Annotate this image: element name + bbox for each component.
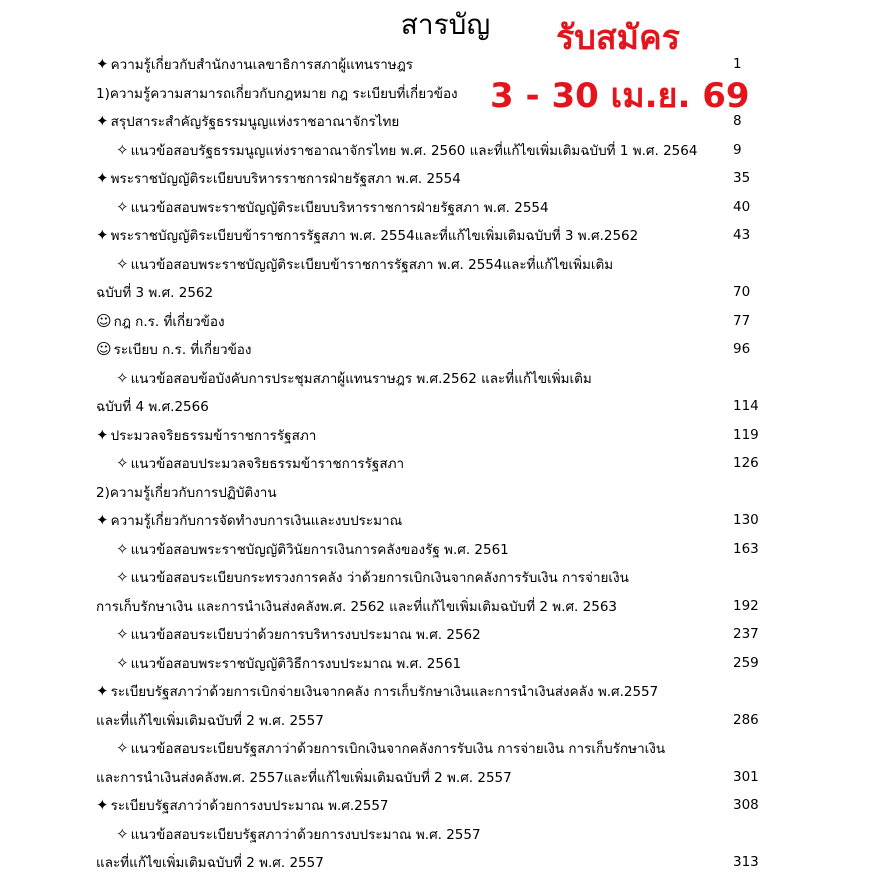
toc-entry-text [96,110,399,132]
toc-entry [0,763,891,792]
toc-entry-label: ความรู้เกี่ยวกับสำนักงานเลขาธิการสภาผู้แทนราษฎร [110,57,414,74]
toc-page-number: 1 [733,56,742,73]
toc-entry-text [96,395,209,417]
filled-four-point-star-icon: ✦ [96,226,109,245]
toc-entry-label: กฎ ก.ร. ที่เกี่ยวข้อง [113,313,225,330]
toc-entry [0,649,891,678]
toc-entry-label: และที่แก้ไขเพิ่มเติมฉบับที่ 2 พ.ศ. 2557 [96,855,324,872]
filled-four-point-star-icon: ✦ [96,425,109,444]
toc-entry-label: ประมวลจริยธรรมข้าราชการรัฐสภา [110,427,317,444]
toc-entry-text [116,196,549,218]
filled-four-point-star-icon: ✦ [96,112,109,131]
toc-entry [0,193,891,222]
toc-entry-text [96,595,617,617]
outline-four-point-star-icon: ✧ [116,739,129,758]
toc-entry [0,250,891,279]
outline-four-point-star-icon: ✧ [116,368,129,387]
toc-entry-label: แนวข้อสอบพระราชบัญญัติระเบียบบริหารราชการฝ่ายรัฐสภา พ.ศ. 2554 [130,199,549,216]
toc-entry-text [116,566,629,588]
toc-page-number: 126 [733,455,759,472]
filled-four-point-star-icon: ✦ [96,55,109,74]
toc-entry-label: แนวข้อสอบพระราชบัญญัติวิธีการงบประมาณ พ.ศ. 2561 [130,655,462,672]
toc-entry-text [96,424,316,446]
toc-entry [0,506,891,535]
toc-page-number: 237 [733,626,759,643]
toc-entry-label: และการนำเงินส่งคลังพ.ศ. 2557และที่แก้ไขเพิ่มเติมฉบับที่ 2 พ.ศ. 2557 [96,769,512,786]
toc-entry-text [116,623,481,645]
toc-entry-text [96,53,413,75]
toc-entry [0,107,891,136]
toc-entry [0,449,891,478]
toc-entry-label: สรุปสาระสำคัญรัฐธรรมนูญแห่งราชอาณาจักรไทย [110,114,400,131]
filled-four-point-star-icon: ✦ [96,682,109,701]
smiley-face-icon: ☺ [96,311,112,330]
outline-four-point-star-icon: ✧ [116,568,129,587]
toc-entry-label: 2)ความรู้เกี่ยวกับการปฏิบัติงาน [96,484,277,501]
toc-entry [0,392,891,421]
toc-entry [0,848,891,877]
toc-entry [0,50,891,79]
filled-four-point-star-icon: ✦ [96,511,109,530]
toc-entry-text [116,367,592,389]
smiley-face-icon: ☺ [96,340,112,359]
toc-entry-label: การเก็บรักษาเงิน และการนำเงินส่งคลังพ.ศ. 2562 และที่แก้ไขเพิ่มเติมฉบับที่ 2 พ.ศ. 2563 [96,598,617,615]
toc-page-number: 130 [733,512,759,529]
toc-entry-label: 1)ความรู้ความสามารถเกี่ยวกับกฎหมาย กฎ ระเบียบที่เกี่ยวข้อง [96,85,458,102]
toc-entry-label: แนวข้อสอบระเบียบว่าด้วยการบริหารงบประมาณ พ.ศ. 2562 [130,627,481,644]
toc-entry [0,478,891,507]
toc-entry-text [96,709,324,731]
outline-four-point-star-icon: ✧ [116,454,129,473]
toc-entry-label: แนวข้อสอบระเบียบรัฐสภาว่าด้วยการงบประมาณ พ.ศ. 2557 [130,826,481,843]
toc-entry-label: แนวข้อสอบพระราชบัญญัติวินัยการเงินการคลังของรัฐ พ.ศ. 2561 [130,541,509,558]
promo-banner-line-2: 3 - 30 เม.ย. 69 [490,76,750,116]
toc-page-number: 308 [733,797,759,814]
filled-four-point-star-icon: ✦ [96,169,109,188]
outline-four-point-star-icon: ✧ [116,197,129,216]
toc-entry [0,820,891,849]
toc-entry-text [116,737,665,759]
toc-page-number: 9 [733,141,742,158]
toc-entry-label: แนวข้อสอบระเบียบรัฐสภาว่าด้วยการเบิกเงินจากคลังการรับเงิน การจ่ายเงิน การเก็บรักษาเงิน [130,741,666,758]
toc-entry [0,535,891,564]
toc-entry-label: พระราชบัญญัติระเบียบข้าราชการรัฐสภา พ.ศ. 2554และที่แก้ไขเพิ่มเติมฉบับที่ 3 พ.ศ.2562 [110,228,639,245]
toc-page-number: 313 [733,854,759,871]
toc-entry-label: ฉบับที่ 3 พ.ศ. 2562 [96,285,214,302]
toc-entry-text [96,481,277,503]
toc-page-number: 163 [733,540,759,557]
outline-four-point-star-icon: ✧ [116,539,129,558]
toc-entry [0,421,891,450]
toc-page-number: 77 [733,312,751,329]
toc-entry-text [96,167,461,189]
toc-page-number: 40 [733,198,751,215]
toc-entry-label: พระราชบัญญัติระเบียบบริหารราชการฝ่ายรัฐสภา พ.ศ. 2554 [110,171,461,188]
toc-entry-label: แนวข้อสอบพระราชบัญญัติระเบียบข้าราชการรัฐสภา พ.ศ. 2554และที่แก้ไขเพิ่มเติม [130,256,614,273]
toc-page-number: 301 [733,768,759,785]
toc-entry-text [116,139,697,161]
toc-entry-text [116,253,613,275]
toc-entry-label: ฉบับที่ 4 พ.ศ.2566 [96,399,209,416]
outline-four-point-star-icon: ✧ [116,653,129,672]
toc-page-number: 43 [733,227,751,244]
toc-entry-label: ระเบียบรัฐสภาว่าด้วยการเบิกจ่ายเงินจากคลัง การเก็บรักษาเงินและการนำเงินส่งคลัง พ.ศ.2557 [110,684,659,701]
toc-page-number: 8 [733,113,742,130]
toc-entry-label: ความรู้เกี่ยวกับการจัดทำงบการเงินและงบประมาณ [110,513,403,530]
outline-four-point-star-icon: ✧ [116,254,129,273]
toc-entry-label: แนวข้อสอบประมวลจริยธรรมข้าราชการรัฐสภา [130,456,405,473]
toc-entry-label: และที่แก้ไขเพิ่มเติมฉบับที่ 2 พ.ศ. 2557 [96,712,324,729]
toc-entry [0,734,891,763]
filled-four-point-star-icon: ✦ [96,796,109,815]
toc-entry-label: ระเบียบรัฐสภาว่าด้วยการงบประมาณ พ.ศ.2557 [110,798,389,815]
toc-page-number: 192 [733,597,759,614]
toc-page-number: 70 [733,284,751,301]
toc-entry [0,335,891,364]
toc-entry-text [96,281,213,303]
promo-banner-line-1: รับสมัคร [556,18,681,58]
toc-page-number: 114 [733,398,759,415]
toc-entry-label: ระเบียบ ก.ร. ที่เกี่ยวข้อง [113,342,252,359]
toc-entry [0,677,891,706]
toc-entry [0,620,891,649]
toc-page-number: 35 [733,170,751,187]
toc-entry-text [96,766,512,788]
toc-entry [0,79,891,108]
toc-entry-text [116,538,509,560]
toc-entry-text [96,224,638,246]
outline-four-point-star-icon: ✧ [116,140,129,159]
toc-page-number: 119 [733,426,759,443]
toc-entry-label: แนวข้อสอบรัฐธรรมนูญแห่งราชอาณาจักรไทย พ.ศ. 2560 และที่แก้ไขเพิ่มเติมฉบับที่ 1 พ.ศ. 2564 [130,142,698,159]
toc-entry [0,278,891,307]
toc-entry [0,563,891,592]
toc-entry [0,592,891,621]
toc-entry [0,164,891,193]
toc-entry-label: แนวข้อสอบระเบียบกระทรวงการคลัง ว่าด้วยการเบิกเงินจากคลังการรับเงิน การจ่ายเงิน [130,570,629,587]
toc-entry-text [96,851,324,873]
toc-entry [0,136,891,165]
toc-entry [0,791,891,820]
toc-entry [0,221,891,250]
toc-entry-text [116,823,481,845]
toc-entry-text [96,509,402,531]
toc-entry-text [96,82,458,104]
toc-entry [0,364,891,393]
toc-entry-text [96,310,225,332]
toc-entry-text [116,452,404,474]
outline-four-point-star-icon: ✧ [116,625,129,644]
toc-entry [0,706,891,735]
outline-four-point-star-icon: ✧ [116,824,129,843]
toc-page-number: 286 [733,711,759,728]
toc-entry-text [96,680,658,702]
page-title: สารบัญ [400,8,491,41]
toc-entry-text [96,338,252,360]
toc-entry-text [96,794,389,816]
toc-page-number: 96 [733,341,751,358]
toc-entry-label: แนวข้อสอบข้อบังคับการประชุมสภาผู้แทนราษฎร พ.ศ.2562 และที่แก้ไขเพิ่มเติม [130,370,592,387]
toc-page-number: 259 [733,654,759,671]
toc-entry [0,307,891,336]
table-of-contents [0,50,891,877]
toc-entry-text [116,652,461,674]
